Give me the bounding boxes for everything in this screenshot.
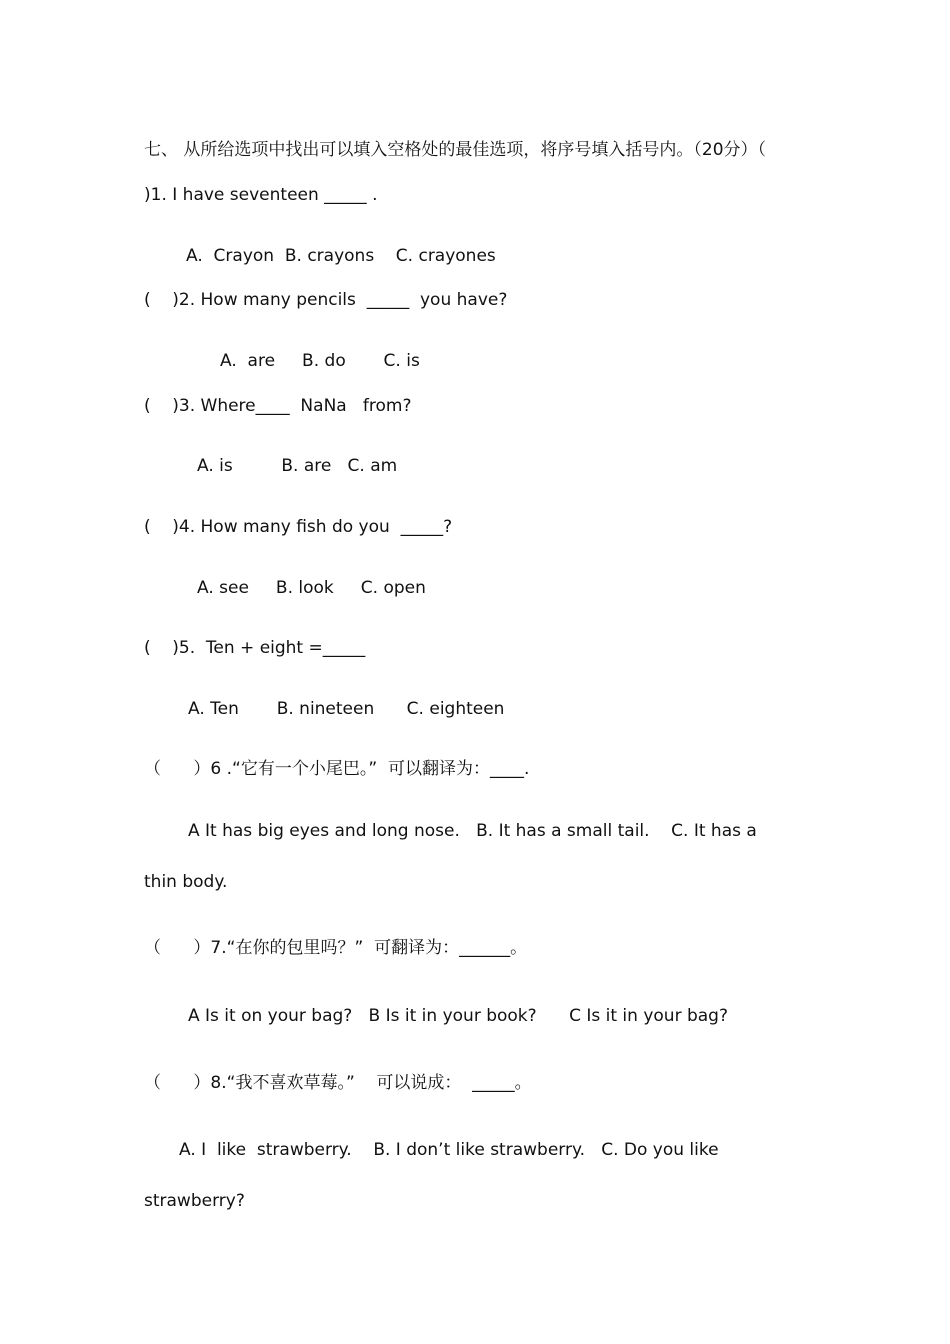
question-7-options: A Is it on your bag? B Is it in your book? C Is it in your bag? <box>188 1006 728 1026</box>
question-3-stem: ( )3. Where____ NaNa from? <box>144 396 412 416</box>
question-2-options: A. are B. do C. is <box>220 351 420 371</box>
question-6-options: A It has big eyes and long nose. B. It has a small tail. C. It has a <box>188 821 757 841</box>
question-4-stem: ( )4. How many fish do you _____? <box>144 517 453 537</box>
section-heading: 七、 从所给选项中找出可以填入空格处的最佳选项，将序号填入括号内。（20分）（ <box>144 140 767 160</box>
question-6-options-continued: thin body. <box>144 872 228 892</box>
question-6-stem: （ ）6 .“它有一个小尾巴。” 可以翻译为：____. <box>144 759 530 779</box>
question-8-options-continued: strawberry? <box>144 1191 245 1211</box>
question-1-stem: )1. I have seventeen _____ . <box>144 185 378 205</box>
question-1-options: A. Crayon B. crayons C. crayones <box>186 246 496 266</box>
question-5-options: A. Ten B. nineteen C. eighteen <box>188 699 505 719</box>
question-4-options: A. see B. look C. open <box>197 578 426 598</box>
question-5-stem: ( )5. Ten + eight =_____ <box>144 638 366 658</box>
question-7-stem: （ ）7.“在你的包里吗？” 可翻译为：______。 <box>144 938 528 958</box>
question-3-options: A. is B. are C. am <box>197 456 398 476</box>
question-8-stem: （ ）8.“我不喜欢草莓。” 可以说成： _____。 <box>144 1073 532 1093</box>
question-2-stem: ( )2. How many pencils _____ you have? <box>144 290 508 310</box>
question-8-options: A. I like strawberry. B. I don’t like strawberry. C. Do you like <box>179 1140 719 1160</box>
